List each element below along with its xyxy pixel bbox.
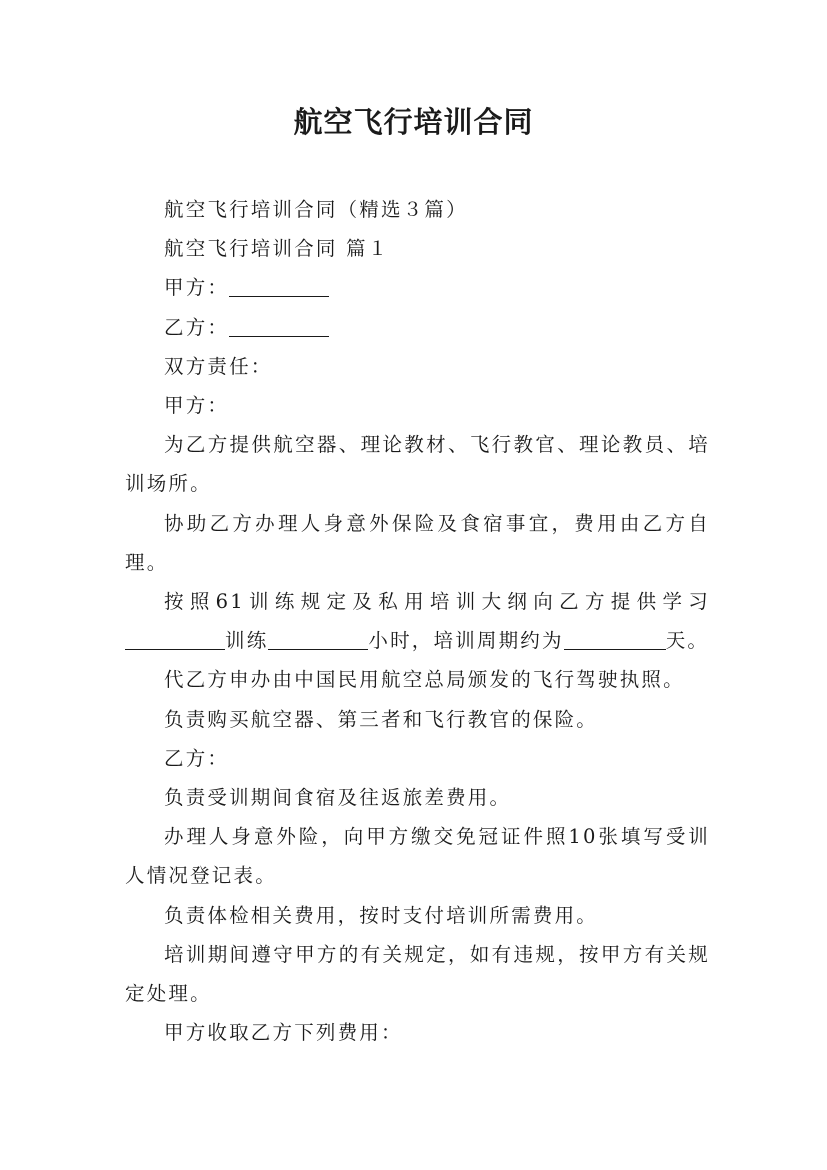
paragraph-party-b-heading: 乙方： <box>164 746 230 770</box>
duty-3-text-a: 按照61训练规定及私用培训大纲向乙方提供学习 <box>164 590 710 614</box>
party-a-blank <box>229 274 329 297</box>
duty-3-text-d: 天。 <box>665 629 710 653</box>
paragraph-section-heading: 航空飞行培训合同 篇１ <box>164 237 390 261</box>
paragraph-party-b-duty-2: 办理人身意外险，向甲方缴交免冠证件照10张填写受训人情况登记表。 <box>125 825 710 888</box>
paragraph-fees-heading: 甲方收取乙方下列费用： <box>164 1021 403 1045</box>
paragraph-party-b <box>125 308 710 347</box>
paragraph-party-a-duty-3 <box>125 582 710 660</box>
paragraph-party-b-duty-3: 负责体检相关费用，按时支付培训所需费用。 <box>164 903 599 927</box>
duty-3-text-b: 训练 <box>225 629 269 653</box>
party-b-blank <box>229 314 329 337</box>
paragraph-party-b-duty-4: 培训期间遵守甲方的有关规定，如有违规，按甲方有关规定处理。 <box>125 942 710 1006</box>
paragraph-party-a-heading: 甲方： <box>164 394 230 418</box>
training-days-blank <box>564 627 666 650</box>
party-b-label: 乙方： <box>164 315 230 339</box>
paragraph-party-a-duty-5: 负责购买航空器、第三者和飞行教官的保险。 <box>164 707 599 731</box>
paragraph-responsibilities-heading: 双方责任： <box>164 354 273 378</box>
document-title: 航空飞行培训合同 <box>293 105 534 139</box>
paragraph-party-a-duty-2: 协助乙方办理人身意外保险及食宿事宜，费用由乙方自理。 <box>125 511 710 574</box>
duty-3-text-c: 小时，培训周期约为 <box>368 629 564 653</box>
document-body <box>125 190 710 1052</box>
party-a-label: 甲方： <box>164 276 230 300</box>
training-type-blank <box>125 627 225 650</box>
training-hours-blank <box>268 627 368 650</box>
paragraph-party-b-duty-1: 负责受训期间食宿及往返旅差费用。 <box>164 786 512 810</box>
paragraph-party-a <box>125 268 710 307</box>
paragraph-party-a-duty-4: 代乙方申办由中国民用航空总局颁发的飞行驾驶执照。 <box>164 668 685 692</box>
paragraph-party-a-duty-1: 为乙方提供航空器、理论教材、飞行教官、理论教员、培训场所。 <box>125 433 710 496</box>
paragraph-subtitle: 航空飞行培训合同（精选３篇） <box>164 198 468 221</box>
